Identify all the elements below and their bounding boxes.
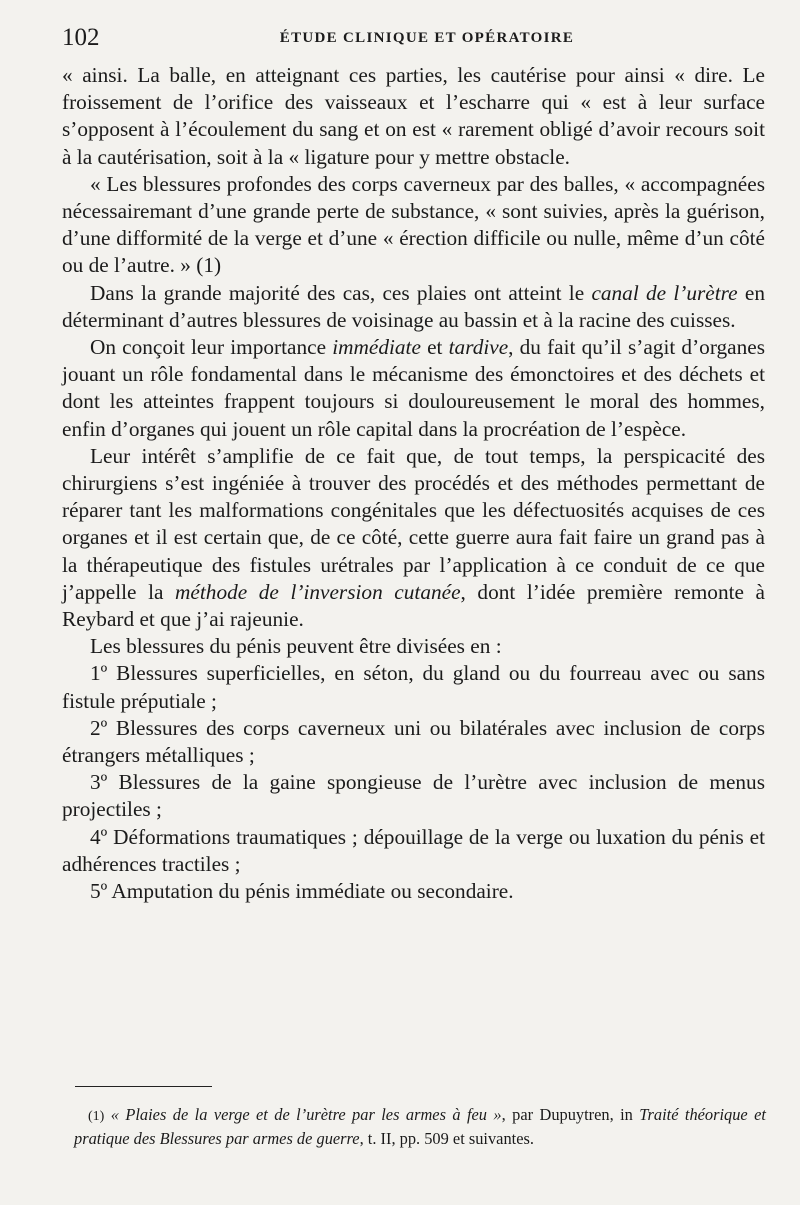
paragraph-interet bbox=[62, 443, 765, 633]
footnote-divider bbox=[75, 1086, 212, 1087]
emphasis: immédiate bbox=[332, 335, 421, 360]
emphasis: Traité théorique et pratique des Blessures par armes de guerre bbox=[74, 1105, 766, 1148]
text-span: , t. II, pp. 509 et suivantes. bbox=[359, 1129, 534, 1148]
list-item-5: 5º Amputation du pénis immédiate ou secondaire. bbox=[90, 879, 514, 904]
text-span: , dont l’idée première remonte à Reybard et que j’ai rajeunie. bbox=[62, 579, 765, 632]
emphasis: méthode de l’inversion cutanée bbox=[175, 579, 461, 604]
page-number: 102 bbox=[62, 24, 100, 51]
text-span: , par Dupuytren, in bbox=[501, 1105, 633, 1124]
emphasis: « Plaies de la verge et de l’urètre par les armes à feu » bbox=[110, 1105, 502, 1124]
text-span: On conçoit leur importance bbox=[90, 335, 327, 360]
list-item-3: 3º Blessures de la gaine spongieuse de l’urètre avec inclusion de menus projectiles ; bbox=[62, 770, 765, 822]
footnote bbox=[74, 1104, 766, 1150]
text-span: , du fait qu’il s’agit d’organes jouant un rôle fondamental dans le mécanisme des émonctoires et des déchets et dont les atteintes frappent toujours si douloureusement le moral des hommes, enfin d’organes qui jouent un rôle capital dans la procréation de l’espèce. bbox=[62, 335, 766, 441]
paragraph-divisions: Les blessures du pénis peuvent être divisées en : bbox=[90, 634, 502, 659]
text-span: Leur intérêt s’amplifie de ce fait que, de tout temps, la perspicacité des chirurgiens s’est ingéniée à trouver des procédés et des méthodes permettant de réparer tant les malformations congénitales que les défectuosités acquises de ces organes et il est certain que, de ce côté, cette guerre aura fait faire un grand pas à la thérapeutique des fistules urétrales par l’application à ce conduit de ce que j’appelle la bbox=[62, 443, 765, 604]
body-text bbox=[62, 62, 765, 905]
emphasis: tardive bbox=[448, 335, 509, 360]
text-span: Dans la grande majorité des cas, ces plaies ont atteint le bbox=[90, 280, 585, 305]
quote-paragraph-1: « ainsi. La balle, en atteignant ces parties, les cautérise pour ainsi « dire. Le froissement de l’orifice des vaisseaux et l’escharre qui « est à leur surface s’opposent à l’écoulement du sang et on est « rarement obligé d’avoir recours soit à la cautérisation, soit à la « ligature pour y mettre obstacle. bbox=[62, 63, 765, 169]
paragraph-canal bbox=[62, 280, 765, 334]
text-span: en déterminant d’autres blessures de voisinage au bassin et à la racine des cuisses. bbox=[62, 280, 766, 332]
list-item-1: 1º Blessures superficielles, en séton, du gland ou du fourreau avec ou sans fistule préputiale ; bbox=[62, 661, 765, 713]
quote-paragraph-2: « Les blessures profondes des corps caverneux par des balles, « accompagnées nécessairemant d’une grande perte de substance, « sont suivies, après la guérison, d’une difformité de la verge et d’une « érection difficile ou nulle, même d’un côté ou de l’autre. » (1) bbox=[62, 171, 765, 278]
page-header bbox=[62, 24, 762, 58]
list-item-2: 2º Blessures des corps caverneux uni ou bilatérales avec inclusion de corps étrangers métalliques ; bbox=[62, 715, 765, 768]
paragraph-importance bbox=[62, 334, 765, 443]
text-span: et bbox=[427, 335, 443, 360]
emphasis: canal de l’urètre bbox=[591, 280, 738, 305]
running-title: ÉTUDE CLINIQUE ET OPÉRATOIRE bbox=[279, 30, 575, 46]
footnote-mark: (1) bbox=[88, 1109, 105, 1124]
list-item-4: 4º Déformations traumatiques ; dépouillage de la verge ou luxation du pénis et adhérences tractiles ; bbox=[62, 824, 765, 876]
